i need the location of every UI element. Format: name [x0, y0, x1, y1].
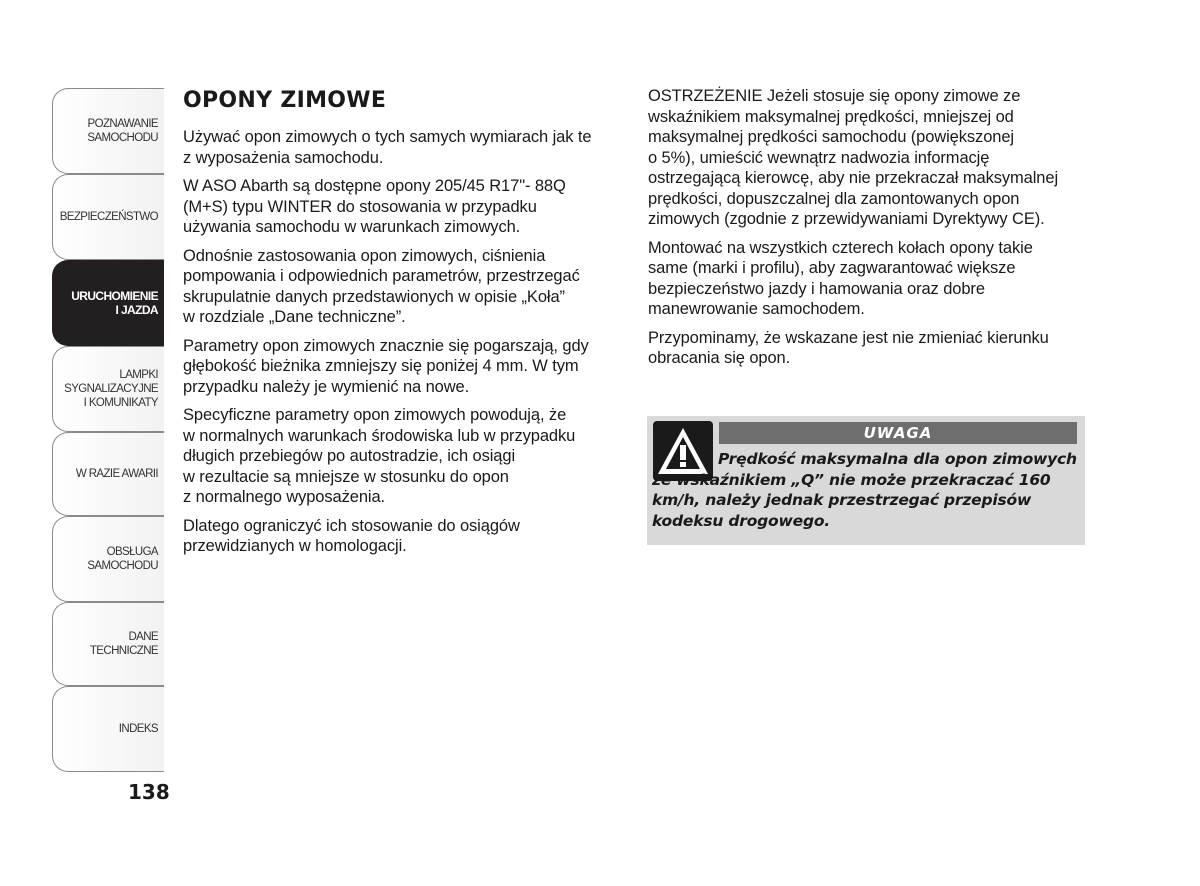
warning-text: Prędkość maksymalna dla opon zimowych ze wskaźnikiem „Q” nie może przekraczać 160 km/h, należy jednak przestrzegać przepisów kodeksu drogowego.	[652, 450, 1077, 530]
tab-w-razie-awarii[interactable]	[52, 432, 164, 516]
paragraph: W ASO Abarth są dostępne opony 205/45 R17"- 88Q (M+S) typu WINTER do stosowania w przypadku używania samochodu w warunkach zimowych.	[183, 177, 566, 236]
tab-indeks[interactable]	[52, 686, 164, 772]
paragraph: Przypominamy, że wskazane jest nie zmieniać kierunku obracania się opon.	[648, 328, 1049, 367]
tab-poznawanie-samochodu[interactable]	[52, 88, 164, 174]
paragraph: Używać opon zimowych o tych samych wymiarach jak te z wyposażenia samochodu.	[183, 128, 592, 167]
paragraph: Specyficzne parametry opon zimowych powodują, że w normalnych warunkach środowiska lub w przypadku długich przebiegów po autostradzie, ich osiągi w rezultacie są mniejsze w stosunku do opon z normalnego wyposażenia.	[183, 406, 576, 506]
right-column	[648, 86, 1088, 377]
tab-label: INDEKS	[118, 723, 158, 735]
left-column	[183, 86, 628, 565]
tab-label: OBSŁUGA SAMOCHODU	[87, 546, 158, 572]
tab-bezpieczenstwo[interactable]	[52, 174, 164, 260]
tab-lampki-sygnalizacyjne[interactable]	[52, 346, 164, 432]
section-title: OPONY ZIMOWE	[183, 88, 387, 113]
tab-label: POZNAWANIE SAMOCHODU	[87, 118, 158, 144]
tab-obsluga-samochodu[interactable]	[52, 516, 164, 602]
paragraph: Odnośnie zastosowania opon zimowych, ciśnienia pompowania i odpowiednich parametrów, przestrzegać skrupulatnie danych przedstawionych w opisie „Koła” w rozdziale „Dane techniczne”.	[183, 246, 580, 326]
warning-box	[647, 416, 1085, 545]
tab-uruchomienie-i-jazda[interactable]	[52, 260, 164, 346]
paragraph: Parametry opon zimowych znacznie się pogarszają, gdy głębokość bieżnika zmniejszy się poniżej 4 mm. W tym przypadku należy je wymienić na nowe.	[183, 336, 589, 396]
tab-label: W RAZIE AWARII	[75, 468, 158, 480]
paragraph: Dlatego ograniczyć ich stosowanie do osiągów przewidzianych w homologacji.	[183, 516, 520, 555]
tab-dane-techniczne[interactable]	[52, 602, 164, 686]
warning-header: UWAGA	[719, 422, 1077, 444]
tab-label: DANE TECHNICZNE	[89, 631, 158, 657]
paragraph: OSTRZEŻENIE Jeżeli stosuje się opony zimowe ze wskaźnikiem maksymalnej prędkości, mniejszej od maksymalnej prędkości samochodu (powiększonej o 5%), umieścić wewnątrz nadwozia informację ostrzegającą kierowcę, aby nie przekraczał maksymalnej prędkości, dopuszczalnej dla zamontowanych opon zimowych (zgodnie z przewidywaniami Dyrektywy CE).	[648, 87, 1059, 228]
tab-label: LAMPKI SYGNALIZACYJNE I KOMUNIKATY	[64, 369, 158, 409]
paragraph: Montować na wszystkich czterech kołach opony takie same (marki i profilu), aby zagwarantować większe bezpieczeństwo jazdy i hamowania oraz dobre manewrowanie samochodem.	[648, 238, 1033, 318]
tab-label: BEZPIECZEŃSTWO	[59, 211, 158, 223]
tab-label: URUCHOMIENIE I JAZDA	[71, 289, 158, 317]
page-number: 138	[128, 780, 170, 804]
